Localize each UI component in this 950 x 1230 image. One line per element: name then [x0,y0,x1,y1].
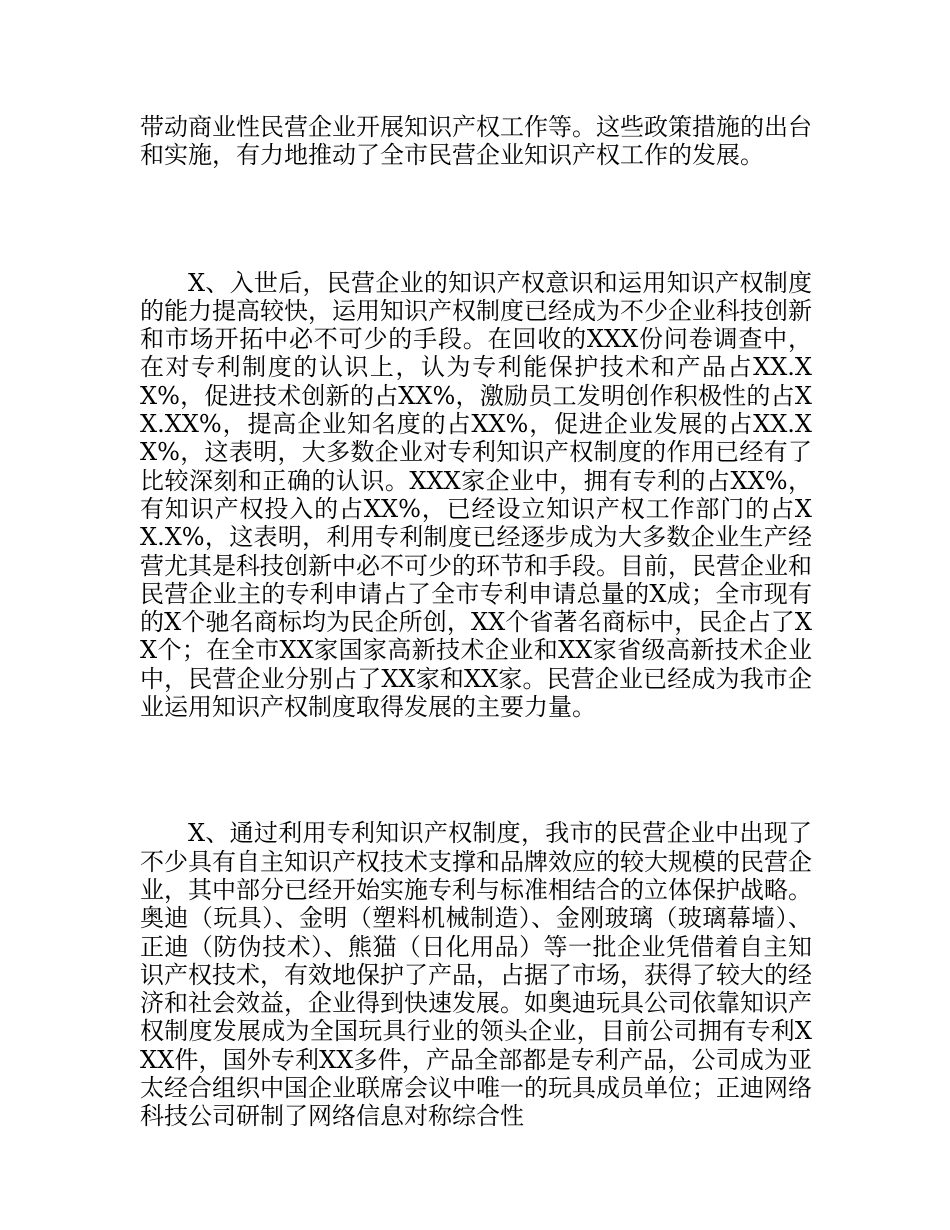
document-body [140,113,812,1131]
paragraph-2: X、入世后，民营企业的知识产权意识和运用知识产权制度的能力提高较快，运用知识产权制度已经成为不少企业科技创新和市场开拓中必不可少的手段。在回收的XXX份问卷调查中，在对专利制度的认识上，认为专利能保护技术和产品占XX.XX%，促进技术创新的占XX%，激励员工发明创作积极性的占XX.XX%，提高企业知名度的占XX%，促进企业发展的占XX.XX%，这表明，大多数企业对专利知识产权制度的作用已经有了比较深刻和正确的认识。XXX家企业中，拥有专利的占XX%，有知识产权投入的占XX%，已经设立知识产权工作部门的占XX.X%，这表明，利用专利制度已经逐步成为大多数企业生产经营尤其是科技创新中必不可少的环节和手段。目前，民营企业和民营企业主的专利申请占了全市专利申请总量的X成；全市现有的X个驰名商标均为民企所创，XX个省著名商标中，民企占了XX个；在全市XX家国家高新技术企业和XX家省级高新技术企业中，民营企业分别占了XX家和XX家。民营企业已经成为我市企业运用知识产权制度取得发展的主要力量。 [140,268,812,722]
paragraph-3: X、通过利用专利知识产权制度，我市的民营企业中出现了不少具有自主知识产权技术支撑和品牌效应的较大规模的民营企业，其中部分已经开始实施专利与标准相结合的立体保护战略。奥迪（玩具）、金明（塑料机械制造）、金刚玻璃（玻璃幕墙）、正迪（防伪技术）、熊猫（日化用品）等一批企业凭借着自主知识产权技术，有效地保护了产品，占据了市场，获得了较大的经济和社会效益，企业得到快速发展。如奥迪玩具公司依靠知识产权制度发展成为全国玩具行业的领头企业，目前公司拥有专利XXX件，国外专利XX多件，产品全部都是专利产品，公司成为亚太经合组织中国企业联席会议中唯一的玩具成员单位；正迪网络科技公司研制了网络信息对称综合性 [140,819,812,1131]
paragraph-spacer [140,170,812,269]
paragraph-1: 带动商业性民营企业开展知识产权工作等。这些政策措施的出台和实施，有力地推动了全市民营企业知识产权工作的发展。 [140,113,812,170]
paragraph-spacer [140,721,812,819]
